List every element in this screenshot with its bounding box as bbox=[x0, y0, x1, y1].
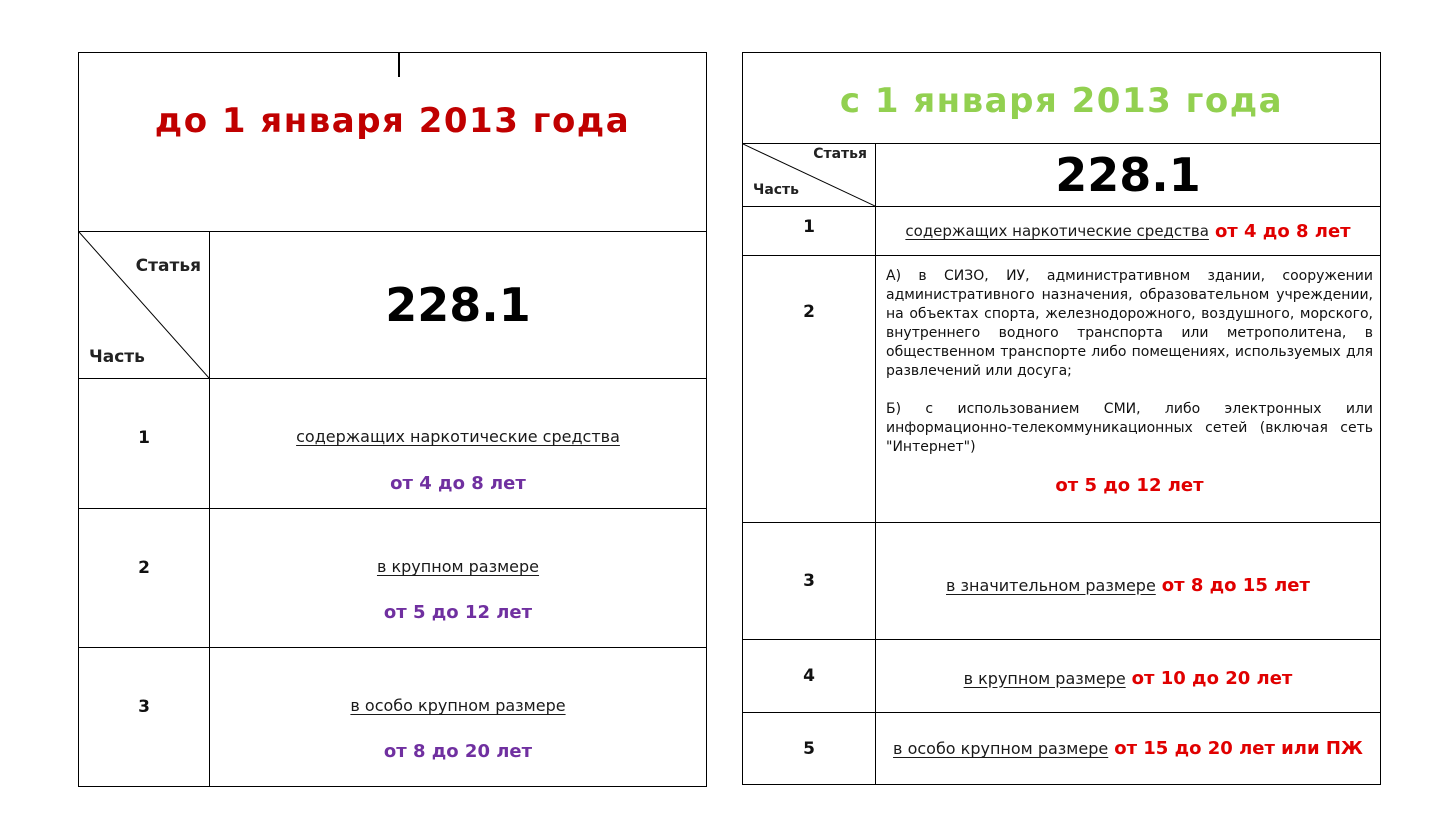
aggravating-circumstances-b: Б) с использованием СМИ, либо электронных или информационно-телекоммуникационных сетей (включая сеть "Интернет") bbox=[886, 401, 1373, 455]
offense-description: содержащих наркотические средства bbox=[296, 427, 620, 446]
sentence-term: от 4 до 8 лет bbox=[1214, 220, 1351, 242]
offense-description: в значительном размере bbox=[946, 575, 1156, 595]
offense-description: содержащих наркотические средства bbox=[905, 222, 1209, 240]
offense-description: в крупном размере bbox=[376, 557, 540, 576]
old-law-table bbox=[78, 52, 707, 787]
table-row bbox=[876, 713, 1380, 784]
table-row bbox=[210, 648, 706, 786]
part-number: 4 bbox=[803, 666, 815, 686]
article-label: Статья bbox=[135, 256, 201, 276]
table-row bbox=[876, 640, 1380, 716]
part-number: 5 bbox=[803, 738, 815, 759]
offense-description: в крупном размере bbox=[963, 668, 1126, 688]
old-law-title: до 1 января 2013 года bbox=[154, 101, 631, 141]
table-row bbox=[210, 379, 706, 508]
article-label: Статья bbox=[813, 146, 867, 162]
aggravating-circumstances-a: А) в СИЗО, ИУ, административном здании, сооружении административного назначения, образовательном учреждении, на объектах спорта, железнодорожного, воздушного, морского, внутреннего водного транспорта или метрополитена, в общественном транспорте либо помещениях, используемых для развлечений или досуга; bbox=[886, 268, 1373, 379]
part-number: 1 bbox=[138, 428, 150, 448]
new-law-title: с 1 января 2013 года bbox=[839, 81, 1284, 121]
sentence-term: от 8 до 15 лет bbox=[1161, 574, 1310, 596]
new-law-table bbox=[742, 52, 1381, 785]
offense-description: в особо крупном размере bbox=[893, 739, 1109, 758]
sentence-term: от 8 до 20 лет bbox=[383, 741, 533, 762]
part-number: 3 bbox=[138, 697, 150, 717]
sentence-term: от 10 до 20 лет bbox=[1131, 667, 1293, 689]
sentence-term: от 4 до 8 лет bbox=[390, 473, 526, 494]
part-label: Часть bbox=[753, 182, 800, 198]
sentence-term: от 15 до 20 лет или ПЖ bbox=[1114, 738, 1363, 759]
part-number: 1 bbox=[803, 217, 815, 237]
table-row bbox=[886, 267, 1373, 517]
part-number: 2 bbox=[803, 302, 815, 322]
offense-description: в особо крупном размере bbox=[350, 696, 566, 715]
table-row bbox=[876, 523, 1380, 647]
table-row bbox=[876, 207, 1380, 255]
part-number: 3 bbox=[803, 571, 815, 591]
text-cursor bbox=[398, 53, 400, 77]
sentence-term: от 5 до 12 лет bbox=[1055, 475, 1204, 496]
article-number: 228.1 bbox=[1055, 148, 1201, 202]
part-label: Часть bbox=[89, 347, 145, 367]
sentence-term: от 5 до 12 лет bbox=[383, 602, 533, 623]
header-corner-cell bbox=[79, 232, 209, 378]
header-corner-cell bbox=[743, 144, 875, 206]
table-row bbox=[210, 509, 706, 647]
article-number: 228.1 bbox=[385, 278, 531, 332]
part-number: 2 bbox=[138, 558, 150, 578]
